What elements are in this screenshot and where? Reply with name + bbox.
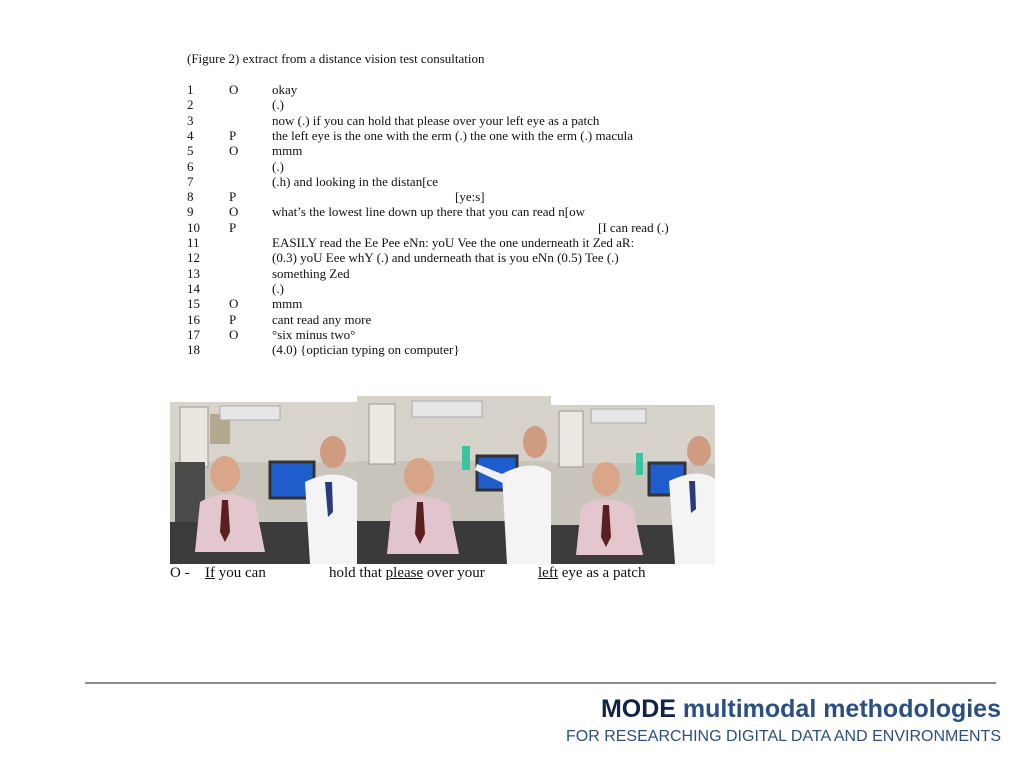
figure-caption: (Figure 2) extract from a distance vision test consultation [187,51,485,66]
line-number: 15 [187,296,200,312]
speaker-code: P [229,311,237,327]
utterance-text: [ye:s] [455,189,485,205]
utterance-text: mmm [272,143,303,159]
utterance-text: (.) [272,158,284,174]
footer-divider [85,682,996,684]
line-number: 3 [187,112,194,128]
segment-text: eye as a patch [558,565,646,581]
brand-subtitle: FOR RESEARCHING DIGITAL DATA AND ENVIRONMENTS [565,728,1001,745]
photo-caption-speaker: O - [170,565,190,581]
speaker-code: P [229,189,237,205]
brand-mode: MODE [600,695,676,723]
utterance-text: the left eye is the one with the erm (.) the one with the erm (.) macula [272,127,633,143]
underlined-word: left [538,565,558,581]
segment-text: hold that [329,565,386,581]
line-number: 13 [187,265,200,281]
utterance-text: now (.) if you can hold that please over your left eye as a patch [272,112,600,128]
photo-caption-segment-1 [205,565,266,582]
utterance-text: okay [272,82,298,97]
brand-title [601,695,1001,724]
utterance-text: (4.0) {optician typing on computer} [272,342,460,358]
consultation-photo-3 [551,405,715,564]
consultation-photo-1 [170,402,357,564]
speaker-code: O [229,204,239,220]
line-number: 5 [187,143,194,159]
line-number: 1 [187,82,194,97]
utterance-text: mmm [272,296,303,312]
utterance-text: (.h) and looking in the distan[ce [272,173,439,189]
line-number: 6 [187,158,194,174]
segment-text: over your [423,565,485,581]
line-number: 7 [187,173,194,189]
line-number: 14 [187,280,200,296]
speaker-code: O [229,296,239,312]
photo-caption-segment-2 [329,565,485,582]
utterance-text: [I can read (.) [598,219,669,235]
underlined-word: If [205,565,215,581]
utterance-text: (.) [272,280,284,296]
brand-rest: multimodal methodologies [682,695,1001,723]
line-number: 12 [187,250,200,266]
line-number: 16 [187,311,200,327]
speaker-code: O [229,326,239,342]
utterance-text: what’s the lowest line down up there that you can read n[ow [272,204,585,220]
line-number: 8 [187,189,194,205]
speaker-code: O [229,143,239,159]
underlined-word: please [385,565,424,581]
line-number: 2 [187,97,194,113]
utterance-text: something Zed [272,265,350,281]
consultation-photo-2 [357,396,551,564]
line-number: 9 [187,204,194,220]
photo-caption-segment-3 [538,565,645,582]
line-number: 4 [187,127,194,143]
utterance-text: (.) [272,97,284,113]
line-number: 11 [187,235,200,250]
line-number: 17 [187,326,200,342]
utterance-text: °six minus two° [272,326,356,342]
utterance-text: (0.3) yoU Eee whY (.) and underneath that is you eNn (0.5) Tee (.) [272,250,619,266]
speaker-code: P [229,219,237,235]
segment-text: you can [215,565,266,581]
utterance-text: cant read any more [272,311,372,327]
line-number: 10 [187,219,200,235]
line-number: 18 [187,342,200,358]
utterance-text: EASILY read the Ee Pee eNn: yoU Vee the one underneath it Zed aR: [272,235,635,250]
speaker-code: P [229,127,237,143]
speaker-code: O [229,82,239,97]
